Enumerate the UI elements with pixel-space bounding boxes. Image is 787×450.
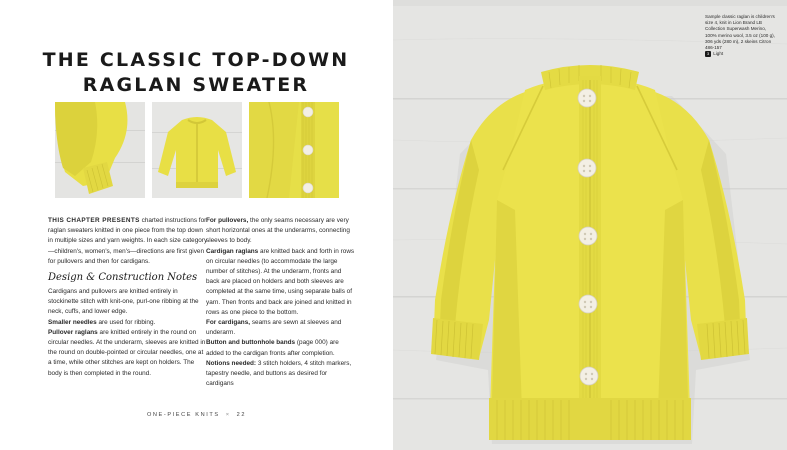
paragraph-button-bands [206, 338, 356, 358]
paragraph-pullover-raglans [48, 328, 208, 379]
title-line-2: RAGLAN SWEATER [82, 74, 310, 96]
notions-text: 3 stitch holders, 4 stitch markers, tapestry needle, and buttons as desired for cardigans [206, 359, 352, 388]
page-title [40, 48, 352, 98]
for-cardigans-text: seams are sewn at sleeves and underarm. [206, 319, 342, 337]
yarn-weight-label: Light [713, 51, 724, 57]
running-footer-title: ONE-PIECE KNITS [146, 412, 220, 418]
yarn-weight-row [705, 51, 779, 57]
intro-paragraph [48, 216, 208, 267]
detail-photo-strip [55, 102, 339, 198]
footer-separator: × [225, 412, 231, 418]
paragraph-smaller-needles [48, 318, 208, 328]
notions-label: Notions needed: [206, 359, 257, 367]
caption-text: Sample classic raglan is children's size 4, knit in Lion Brand LB Collection Superwash Merino, 100% merino wool, 3.5 oz (100 g), 306 yds (280 m), 2 skeins Citron 486-157 [705, 14, 775, 51]
button-bands-label: Button and buttonhole bands [206, 339, 296, 347]
paragraph-for-cardigans [206, 318, 356, 338]
intro-text: charted instructions for raglan sweaters knitted in one piece from the top down in multiple sizes and yarn weights. In each size category—children's, women's, men's—directions are first given for pullovers and then for cardigans. [48, 217, 208, 265]
text-column-left [48, 216, 208, 379]
text-column-right [206, 216, 356, 389]
pullover-raglans-text: are knitted entirely in the round on circular needles. At the underarm, sleeves are knitted in the round on double-pointed or circular needles, one at a time, while other stitches are kept on holders. The body is then completed in the round. [48, 328, 206, 377]
smaller-needles-label: Smaller needles [48, 318, 97, 326]
right-page-photo [393, 0, 787, 450]
page-footer [0, 412, 393, 418]
paragraph-for-pullovers [206, 216, 356, 247]
photo-caption [705, 14, 779, 57]
paragraph-ribbing: Cardigans and pullovers are knitted entirely in stockinette stitch with knit-one, purl-one ribbing at the neck, cuffs, and lower edge. [48, 288, 199, 316]
for-cardigans-label: For cardigans, [206, 319, 251, 327]
intro-lead: THIS CHAPTER PRESENTS [48, 217, 140, 224]
button-bands-text: (page 000) are added to the cardigan fronts after completion. [206, 339, 339, 357]
section-subhead: Design & Construction Notes [48, 272, 198, 284]
for-pullovers-text: the only seams necessary are very short horizontal ones at the underarms, connecting sleeves to body. [206, 217, 350, 245]
full-sweater-photo [152, 102, 242, 198]
paragraph-cardigan-raglans [206, 247, 356, 318]
yarn-weight-icon: 3 [707, 51, 710, 57]
for-pullovers-label: For pullovers, [206, 217, 249, 224]
cardigan-photo [393, 0, 787, 450]
pullover-raglans-label: Pullover raglans [48, 328, 98, 336]
cardigan-raglans-text: are knitted back and forth in rows on circular needles (to accommodate the large number of stitches). At the underarm, fronts and back are placed on holders and both sleeves are completed at the same time, using separate balls of yarn. Then fronts and back are joined and knitted in rows as one piece to the bottom. [206, 247, 355, 316]
left-page [0, 0, 393, 450]
sleeve-detail-photo [55, 102, 145, 198]
paragraph-notions [206, 359, 356, 390]
smaller-needles-text: are used for ribbing. [96, 318, 156, 326]
button-band-photo [249, 102, 339, 198]
title-line-1: THE CLASSIC TOP-DOWN [42, 49, 350, 71]
page-number: 22 [236, 412, 247, 418]
cardigan-raglans-label: Cardigan raglans [206, 247, 259, 255]
